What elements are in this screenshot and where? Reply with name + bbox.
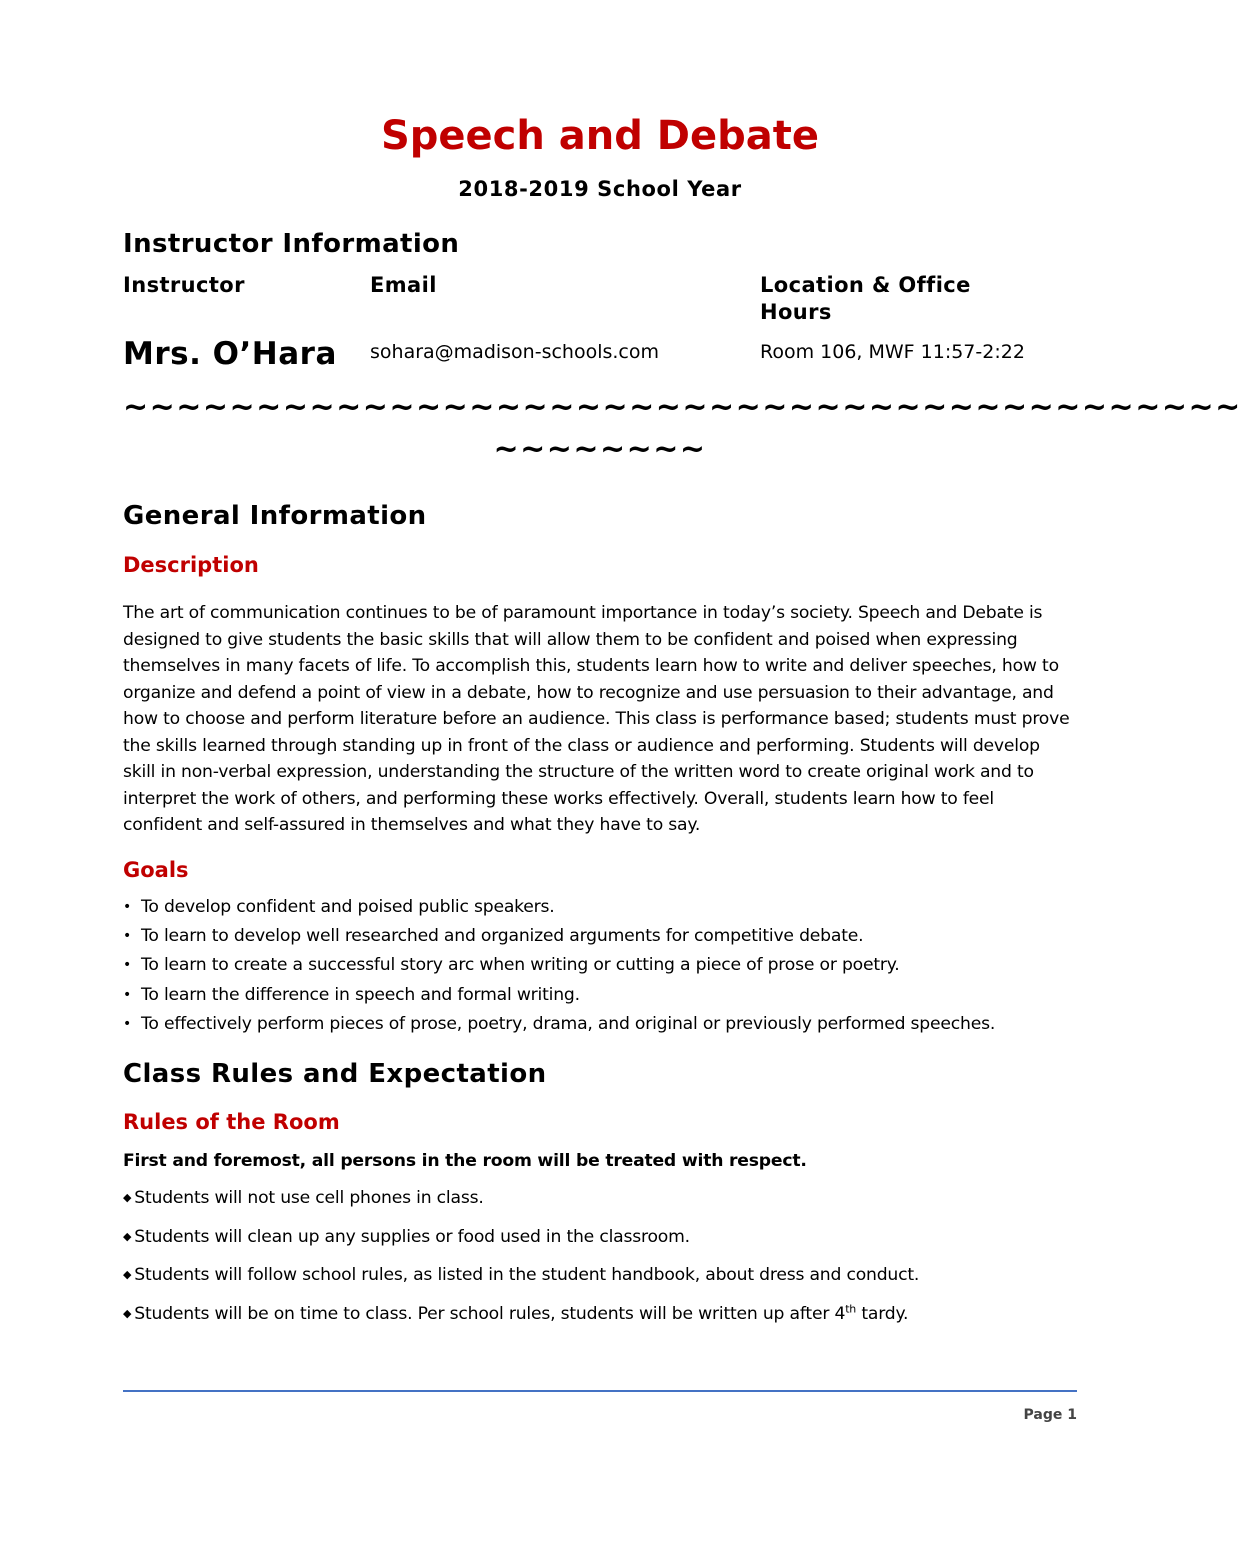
document-title: Speech and Debate xyxy=(380,113,820,159)
goal-text: To learn to develop well researched and organized arguments for competitive debate. xyxy=(141,926,864,947)
tilde-divider-line-1: ~~~~~~~~~~~~~~~~~~~~~~~~~~~~~~~~~~~~~~~~~~ xyxy=(123,390,1242,425)
rule-text-after: tardy. xyxy=(856,1303,909,1324)
goals-list xyxy=(123,893,1077,1039)
diamond-bullet-icon: ◆ xyxy=(123,1191,132,1204)
description-heading: Description xyxy=(123,553,259,577)
bullet-icon: • xyxy=(123,957,132,974)
rule-item xyxy=(123,1224,1077,1263)
rule-item xyxy=(123,1262,1077,1301)
email-column-header: Email xyxy=(370,273,437,297)
office-location-hours: Room 106, MWF 11:57-2:22 xyxy=(760,341,1025,363)
class-rules-heading: Class Rules and Expectation xyxy=(123,1059,547,1089)
rule-text: Students will not use cell phones in class. xyxy=(134,1188,484,1208)
location-header-line1: Location & Office xyxy=(760,273,971,297)
instructor-info-heading: Instructor Information xyxy=(123,229,460,259)
instructor-name: Mrs. O’Hara xyxy=(123,336,337,372)
instructor-email: sohara@madison-schools.com xyxy=(370,341,660,363)
bullet-icon: • xyxy=(123,928,132,945)
diamond-bullet-icon: ◆ xyxy=(123,1229,132,1243)
goal-text: To effectively perform pieces of prose, poetry, drama, and original or previously performed speeches. xyxy=(141,1013,996,1034)
diamond-bullet-icon: ◆ xyxy=(123,1268,132,1281)
goal-item xyxy=(123,1010,1077,1039)
goal-item xyxy=(123,951,1077,980)
rules-list xyxy=(123,1185,1077,1339)
goal-text: To learn the difference in speech and formal writing. xyxy=(141,984,580,1005)
goals-heading: Goals xyxy=(123,858,189,882)
bullet-icon: • xyxy=(123,899,132,915)
goal-item xyxy=(123,922,1077,951)
instructor-column-header: Instructor xyxy=(123,273,245,297)
rule-text: Students will clean up any supplies or food used in the classroom. xyxy=(134,1226,690,1247)
bullet-icon: • xyxy=(123,1015,132,1032)
rule-text-before: Students will be on time to class. Per school rules, students will be written up after 4 xyxy=(134,1303,846,1324)
goal-text: To develop confident and poised public speakers. xyxy=(141,897,555,917)
rule-item xyxy=(123,1185,1077,1224)
goal-text: To learn to create a successful story arc when writing or cutting a piece of prose or poetry. xyxy=(141,955,900,976)
rules-lead-statement: First and foremost, all persons in the room will be treated with respect. xyxy=(123,1151,807,1171)
rule-text: Students will follow school rules, as listed in the student handbook, about dress and conduct. xyxy=(134,1265,920,1285)
footer-divider xyxy=(123,1390,1077,1392)
rules-of-room-heading: Rules of the Room xyxy=(123,1110,340,1134)
location-header-line2: Hours xyxy=(760,300,832,324)
ordinal-superscript: th xyxy=(845,1301,857,1315)
tilde-divider-line-2: ~~~~~~~~ xyxy=(493,432,707,467)
course-description: The art of communication continues to be of paramount importance in today’s society. Speech and Debate is designed to give students the basic skills that will allow them to be confident and poised when expressing themselves in many facets of life. To accomplish this, students learn how to write and deliver speeches, how to organize and defend a point of view in a debate, how to recognize and use persuasion to their advantage, and how to choose and perform literature before an audience. This class is performance based; students must prove the skills learned through standing up in front of the class or audience and performing. Students will develop skill in non-verbal expression, understanding the structure of the written word to create original work and to interpret the work of others, and performing these works effectively. Overall, students learn how to feel confident and self-assured in themselves and what they have to say. xyxy=(123,603,1070,835)
goal-item xyxy=(123,893,1077,922)
school-year-subtitle: 2018-2019 School Year xyxy=(458,177,742,201)
diamond-bullet-icon: ◆ xyxy=(123,1306,132,1320)
general-info-heading: General Information xyxy=(123,501,427,531)
location-column-header xyxy=(760,272,971,326)
bullet-icon: • xyxy=(123,986,132,1003)
page-number: Page 1 xyxy=(1023,1407,1077,1423)
goal-item xyxy=(123,981,1077,1010)
rule-item xyxy=(123,1301,1077,1340)
